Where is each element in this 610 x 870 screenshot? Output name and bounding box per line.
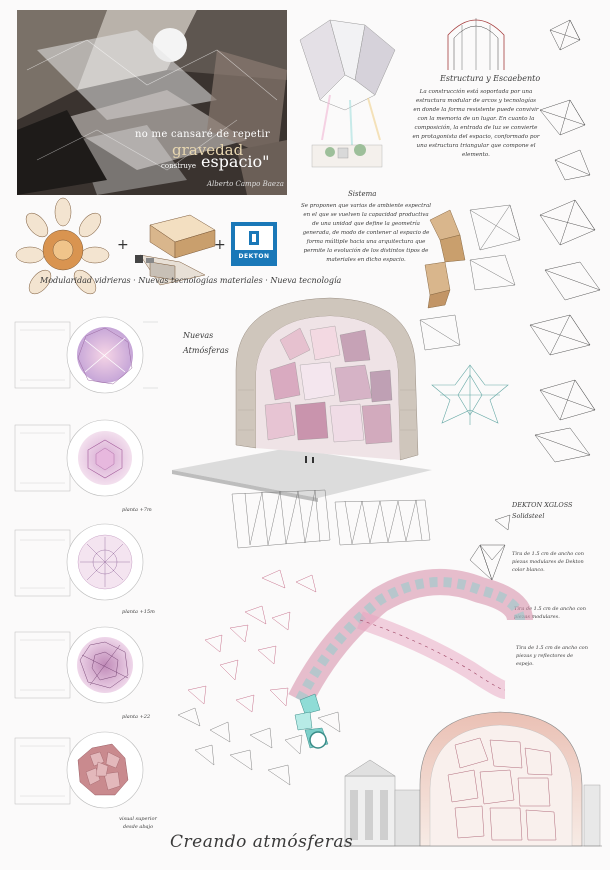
- concept-caption: Modularidad vidrieras · Nuevas tecnologías materiales · Nueva tecnología: [40, 276, 342, 285]
- dekton-logo-text: DEKTON: [238, 253, 270, 260]
- detail-note-2: Tira de 1.5 cm de ancho con piezas modulares.: [514, 606, 586, 620]
- plan-label-2: planta +15m: [122, 609, 155, 615]
- hero-line-3: espacio": [201, 152, 270, 171]
- structure-heading: Estructura y Escaebento: [440, 74, 541, 83]
- plan-label-1: planta +7m: [122, 507, 152, 513]
- detail-title: DEKTON XGLOSS Solidsteel: [512, 501, 573, 520]
- concept-plus-1: +: [117, 237, 129, 253]
- hero-line-2: gravedad: [172, 141, 244, 159]
- hero-line-3-prefix: construye: [161, 162, 196, 170]
- hero-line-1: no me cansaré de repetir: [135, 129, 270, 140]
- section-label: Nuevas Atmósferas: [183, 331, 229, 355]
- plan-label-3: planta +22: [122, 714, 151, 720]
- plan-label-4: visual superior desde abajo: [119, 816, 157, 830]
- center-body: Se proponen que varias de ambiente espectral en el que se vuelven la capacidad productiva de una unidad que define la geometría generada, de modo de contener al espacio de forma múltiple hacia una arquitectura que permite la evolución de los distintos tipos de materiales en dicho espacio.: [301, 203, 431, 263]
- hero-signature: Alberto Campo Baeza: [207, 180, 284, 188]
- detail-note-1: Tira de 1.5 cm de ancho con piezas modulares de Dekton color blanco.: [512, 551, 584, 573]
- concept-plus-2: +: [214, 237, 226, 253]
- structure-body: La construcción está soportada por una estructura modular de arcos y tecnologías en donde la forma resistente puede convivir con la memoria de un lugar. En cuanto la composición, la entrada de luz se convierte en protagonista del espacio, conformado por una estructura triangular que compone el elemento.: [412, 89, 540, 158]
- footer-title: Creando atmósferas: [170, 832, 354, 852]
- center-heading: Sistema: [348, 190, 377, 198]
- detail-note-3: Tira de 1.5 cm de ancho con piezas y reflectores de espejo.: [516, 645, 588, 667]
